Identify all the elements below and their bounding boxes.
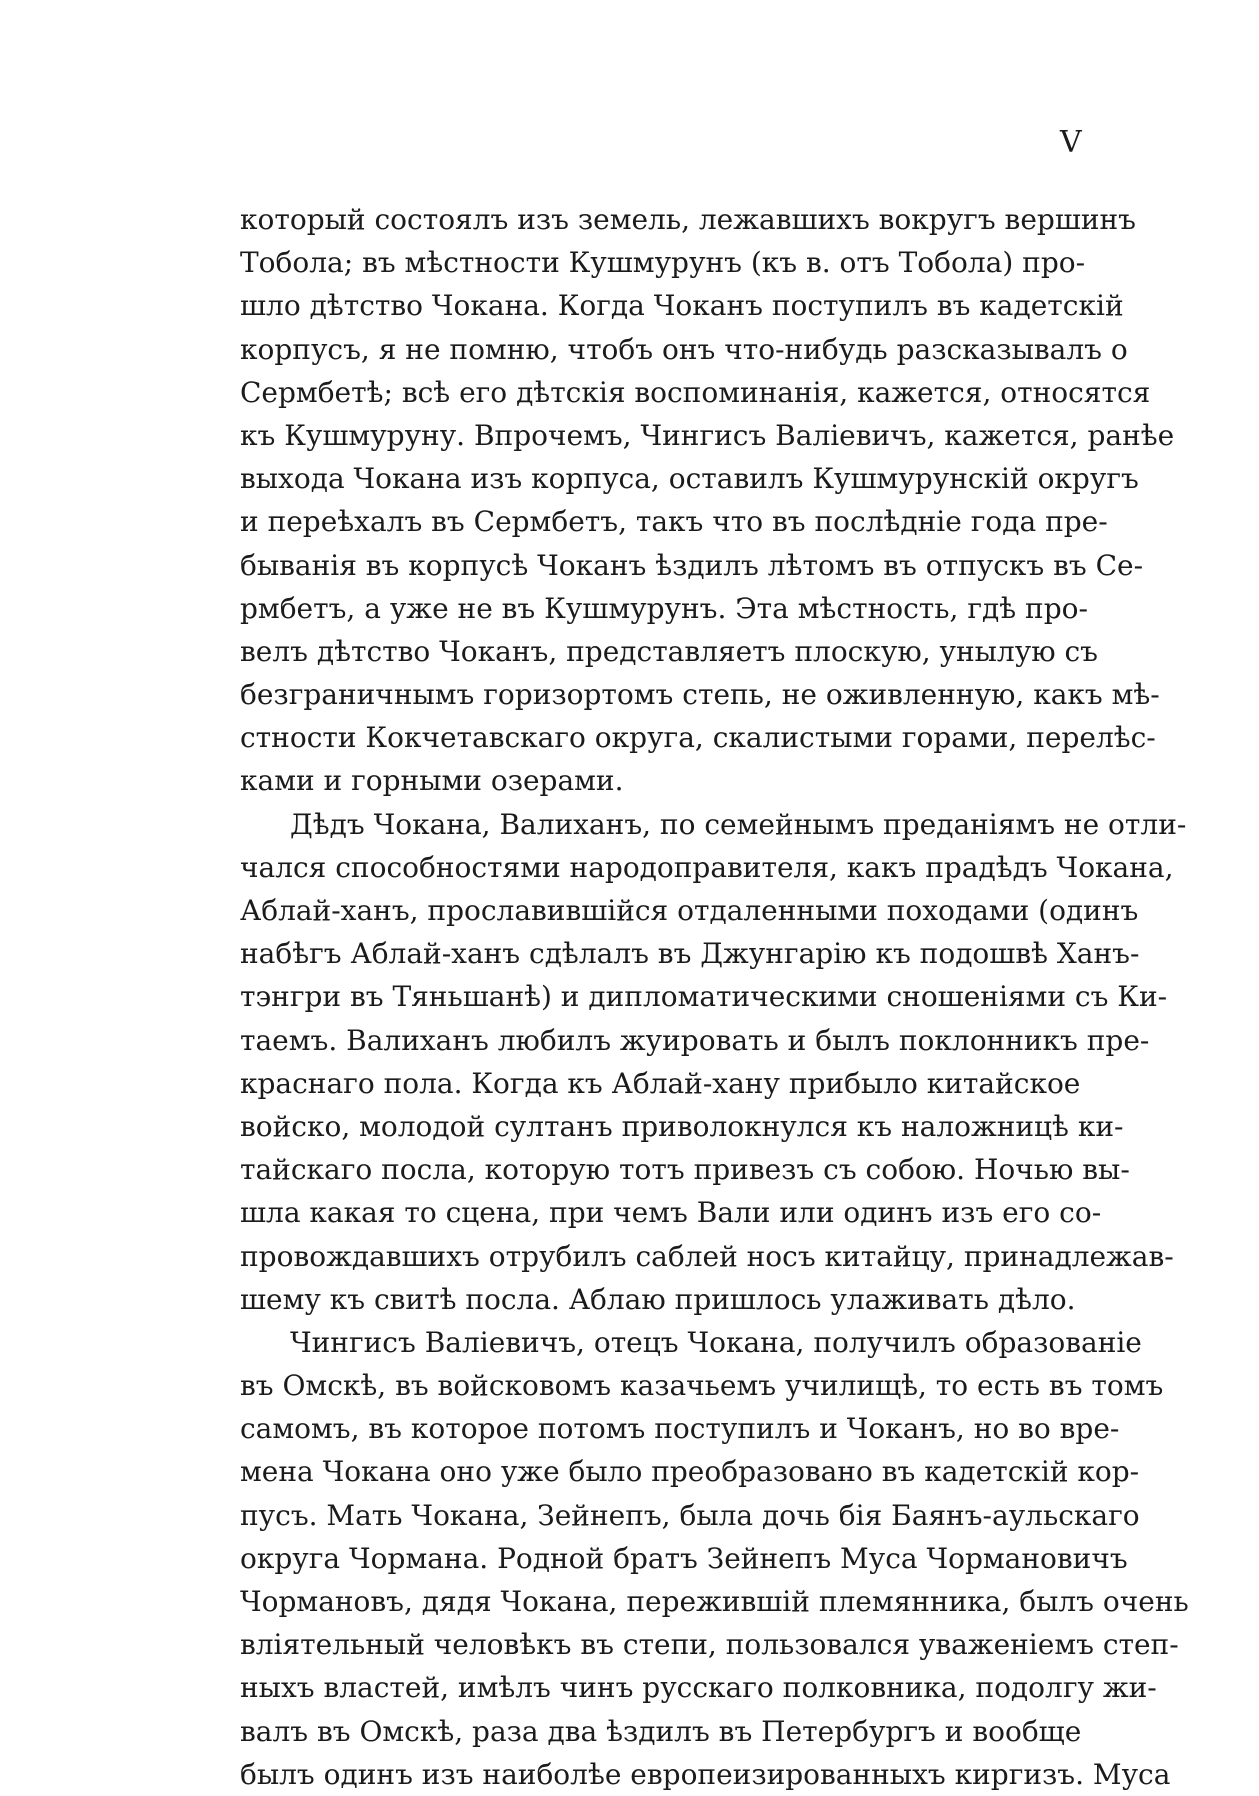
page-number: V [1060,125,1082,160]
text-line: къ Кушмуруну. Впрочемъ, Чингисъ Валіевичъ, кажется, ранѣе [240,418,1175,452]
text-line: ками и горными озерами. [240,764,624,798]
text-line: быванія въ корпусѣ Чоканъ ѣздилъ лѣтомъ въ отпускъ въ Се- [240,548,1144,582]
text-line: тэнгри въ Тяньшанѣ) и дипломатическими сношеніями съ Ки- [240,980,1168,1014]
text-line: велъ дѣтство Чоканъ, представляетъ плоскую, унылую съ [240,634,1098,668]
text-line: шла какая то сцена, при чемъ Вали или одинъ изъ его со- [240,1196,1102,1230]
text-line: Дѣдъ Чокана, Валиханъ, по семейнымъ преданіямъ не отли- [290,807,1187,841]
text-line: валъ въ Омскѣ, раза два ѣздилъ въ Петербургъ и вообще [240,1714,1082,1748]
text-line: въ Омскѣ, въ войсковомъ казачьемъ училищѣ, то есть въ томъ [240,1369,1164,1403]
text-line: безграничнымъ горизортомъ степь, не оживленную, какъ мѣ- [240,678,1160,712]
text-line: выхода Чокана изъ корпуса, оставилъ Кушмурунскій округъ [240,462,1139,496]
text-line: краснаго пола. Когда къ Аблай-хану прибыло китайское [240,1066,1081,1100]
text-line: Сермбетѣ; всѣ его дѣтскія воспоминанія, кажется, относятся [240,375,1151,409]
text-line: округа Чормана. Родной братъ Зейнепъ Муса Чормановичъ [240,1541,1128,1575]
text-line: провождавшихъ отрубилъ саблей носъ китайцу, принадлежав- [240,1239,1174,1273]
text-line: рмбетъ, а уже не въ Кушмурунъ. Эта мѣстность, гдѣ про- [240,591,1088,625]
text-line: набѣгъ Аблай-ханъ сдѣлалъ въ Джунгарію къ подошвѣ Ханъ- [240,937,1140,971]
text-line: войско, молодой султанъ приволокнулся къ наложницѣ ки- [240,1109,1124,1143]
text-line: Чингисъ Валіевичъ, отецъ Чокана, получилъ образованіе [290,1325,1142,1359]
text-line: чался способностями народоправителя, какъ прадѣдъ Чокана, [240,850,1174,884]
paragraph-3 [240,1321,1189,1796]
text-line: который состоялъ изъ земель, лежавшихъ вокругъ вершинъ [240,203,1136,236]
text-line: мена Чокана оно уже было преобразовано въ кадетскій кор- [240,1455,1140,1489]
text-line: Чормановъ, дядя Чокана, пережившій племянника, былъ очень [240,1585,1189,1618]
text-line: пусъ. Мать Чокана, Зейнепъ, была дочь бія Баянъ-аульскаго [240,1498,1140,1532]
text-line: шему къ свитѣ посла. Аблаю пришлось улаживать дѣло. [240,1282,1076,1316]
text-line: Аблай-ханъ, прославившійся отдаленными походами (одинъ [240,894,1139,927]
body-text [240,198,1189,1796]
text-line: и переѣхалъ въ Сермбетъ, такъ что въ послѣдніе года пре- [240,505,1108,539]
text-line: Тобола; въ мѣстности Кушмурунъ (къ в. отъ Тобола) про- [240,246,1086,280]
text-line: корпусъ, я не помню, чтобъ онъ что-нибудь разсказывалъ о [240,332,1128,366]
text-line: ныхъ властей, имѣлъ чинъ русскаго полковника, подолгу жи- [240,1671,1157,1705]
text-line: стности Кокчетавскаго округа, скалистыми горами, перелѣс- [240,721,1156,755]
text-line: былъ одинъ изъ наиболѣе европеизированныхъ киргизъ. Муса [240,1757,1171,1791]
text-line: таемъ. Валиханъ любилъ жуировать и былъ поклонникъ пре- [240,1023,1150,1057]
paragraph-1 [240,198,1175,803]
text-line: шло дѣтство Чокана. Когда Чоканъ поступилъ въ кадетскій [240,289,1124,323]
text-line: самомъ, въ которое потомъ поступилъ и Чоканъ, но во вре- [240,1412,1120,1446]
text-line: тайскаго посла, которую тотъ привезъ съ собою. Ночью вы- [240,1153,1130,1187]
text-line: вліятельный человѣкъ въ степи, пользовался уваженіемъ степ- [240,1628,1179,1662]
paragraph-2 [240,803,1187,1321]
